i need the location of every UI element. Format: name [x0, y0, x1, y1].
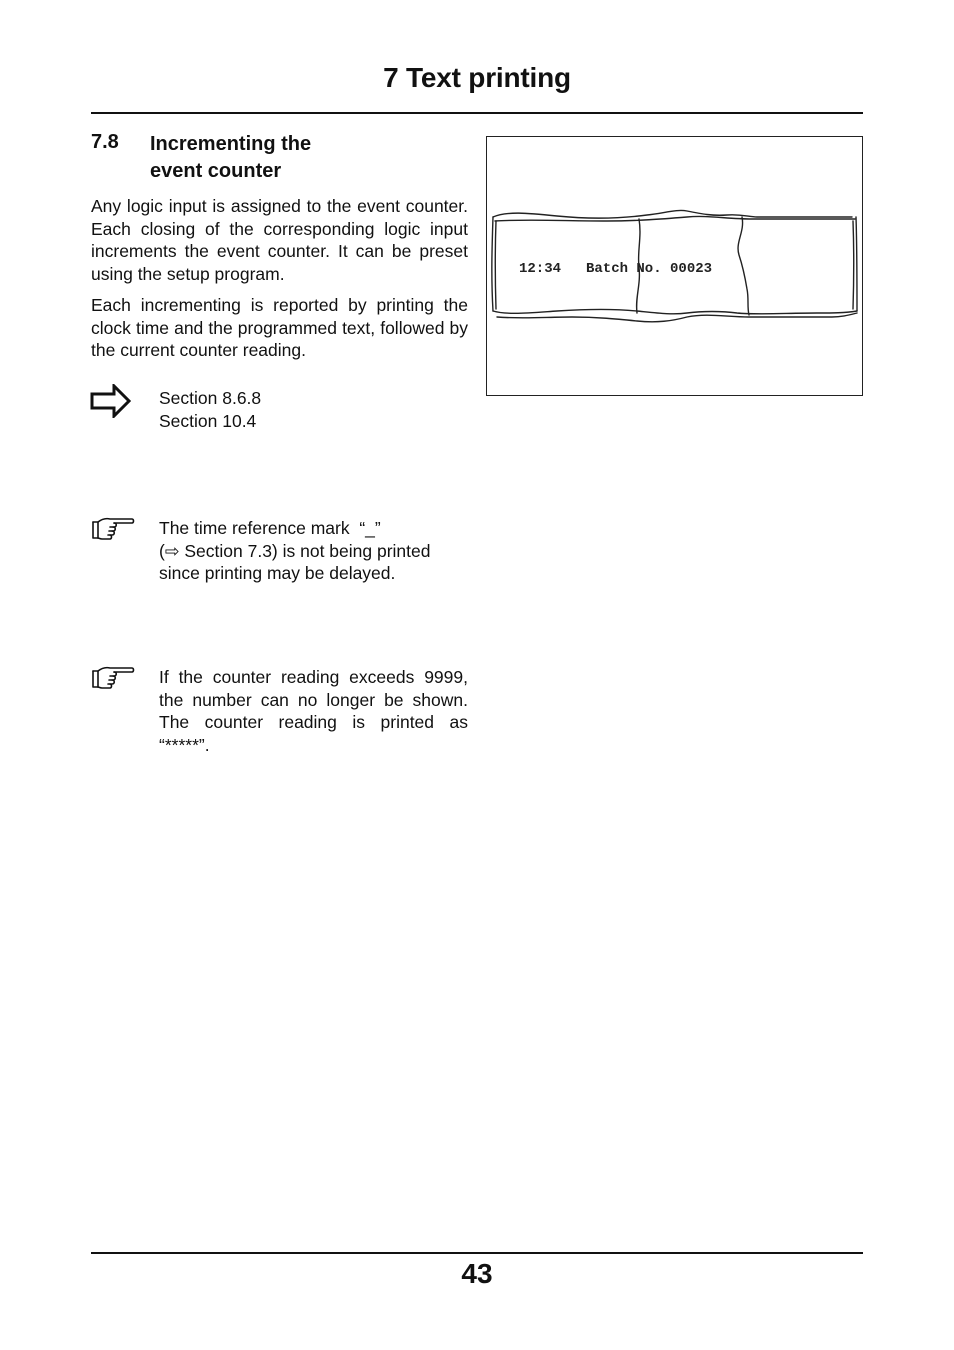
pointing-hand-icon — [90, 665, 136, 691]
arrow-right-icon — [90, 384, 132, 418]
section-title-line1: Incrementing the — [150, 133, 312, 155]
chapter-title: 7 Text printing — [383, 62, 571, 93]
note-1-line3: since printing may be delayed. — [159, 563, 396, 583]
print-time: 12:34 — [519, 261, 562, 277]
pointing-hand-icon — [90, 516, 136, 542]
reference-link-2[interactable]: Section 10.4 — [159, 410, 257, 431]
section-title-line2: event counter — [150, 160, 282, 182]
section-number: 7.8 — [91, 131, 119, 153]
note-time-reference — [159, 517, 468, 585]
note-counter-overflow: If the counter reading exceeds 9999, the number can no longer be shown. The counter reading is printed as “*****”. — [159, 667, 468, 755]
note-1-line1: The time reference mark “_” — [159, 518, 381, 538]
print-text: Batch No. 00023 — [586, 261, 713, 277]
print-sample-figure — [486, 136, 863, 396]
section-title — [150, 131, 450, 185]
note-1-section-link[interactable]: Section 7.3) is not being printed — [179, 540, 431, 561]
header-rule — [91, 112, 863, 114]
paragraph-1: Any logic input is assigned to the event counter. Each closing of the corresponding logic input increments the event counter. It can be preset using the setup program. — [91, 196, 468, 284]
paragraph-2: Each incrementing is reported by printing the clock time and the programmed text, followed by the current counter reading. — [91, 295, 468, 360]
note-1-line2 — [159, 540, 468, 563]
footer-rule — [91, 1252, 863, 1254]
small-arrow-icon: ⇨ — [164, 540, 180, 561]
page-number: 43 — [461, 1258, 493, 1289]
reference-link-1[interactable]: Section 8.6.8 — [159, 388, 262, 408]
note-1-paren: ( — [159, 540, 165, 561]
reference-list — [159, 387, 468, 432]
